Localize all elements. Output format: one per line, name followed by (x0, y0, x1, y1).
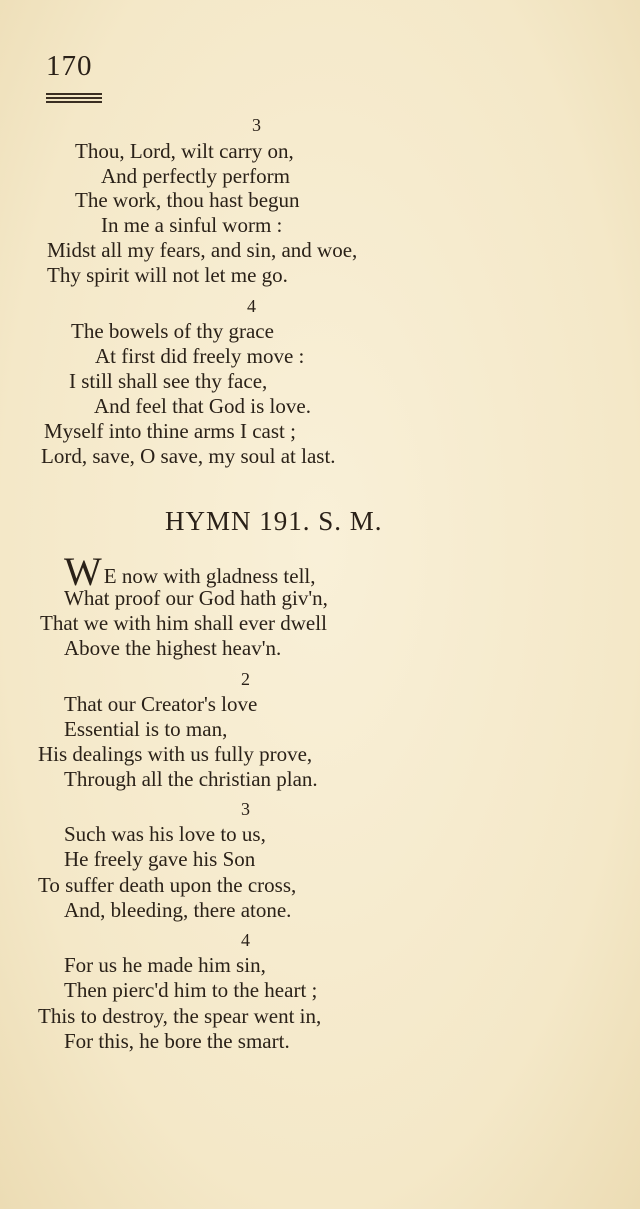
verse-line: In me a sinful worm : (101, 213, 283, 237)
verse-line: Through all the christian plan. (64, 767, 318, 791)
verse-line: Thy spirit will not let me go. (47, 263, 288, 287)
verse-line: At first did freely move : (95, 344, 305, 368)
verse-line: Midst all my fears, and sin, and woe, (47, 238, 358, 262)
header-rule (46, 93, 102, 105)
verse-line: The bowels of thy grace (71, 319, 274, 343)
verse-line: The work, thou hast begun (75, 188, 300, 212)
verse-line: To suffer death upon the cross, (38, 873, 297, 897)
verse-line: That we with him shall ever dwell (40, 611, 327, 635)
verse-line: Then pierc'd him to the heart ; (64, 978, 318, 1002)
verse-line: Essential is to man, (64, 717, 228, 741)
stanza-number: 3 (252, 115, 261, 135)
verse-line-first (64, 549, 316, 594)
drop-cap: W (64, 549, 102, 594)
verse-line: What proof our God hath giv'n, (64, 586, 328, 610)
verse-line: His dealings with us fully prove, (38, 742, 313, 766)
verse-line: And perfectly perform (101, 164, 290, 188)
hymn-title: HYMN 191. S. M. (165, 506, 383, 536)
verse-line: Thou, Lord, wilt carry on, (75, 139, 294, 163)
stanza-number: 2 (241, 669, 250, 689)
verse-line: Lord, save, O save, my soul at last. (41, 444, 336, 468)
verse-line: Myself into thine arms I cast ; (44, 419, 296, 443)
page-number: 170 (46, 50, 93, 82)
verse-line: For this, he bore the smart. (64, 1029, 290, 1053)
verse-line: That our Creator's love (64, 692, 258, 716)
verse-line: This to destroy, the spear went in, (38, 1004, 322, 1028)
verse-line: Above the highest heav'n. (64, 636, 282, 660)
stanza-number: 3 (241, 799, 250, 819)
verse-line: Such was his love to us, (64, 822, 266, 846)
verse-line: And, bleeding, there atone. (64, 898, 292, 922)
verse-line-text: E now with gladness tell, (103, 564, 316, 588)
verse-line: He freely gave his Son (64, 847, 256, 871)
verse-line: I still shall see thy face, (69, 369, 268, 393)
verse-line: For us he made him sin, (64, 953, 266, 977)
stanza-number: 4 (241, 930, 250, 950)
verse-line: And feel that God is love. (94, 394, 311, 418)
stanza-number: 4 (247, 296, 256, 316)
